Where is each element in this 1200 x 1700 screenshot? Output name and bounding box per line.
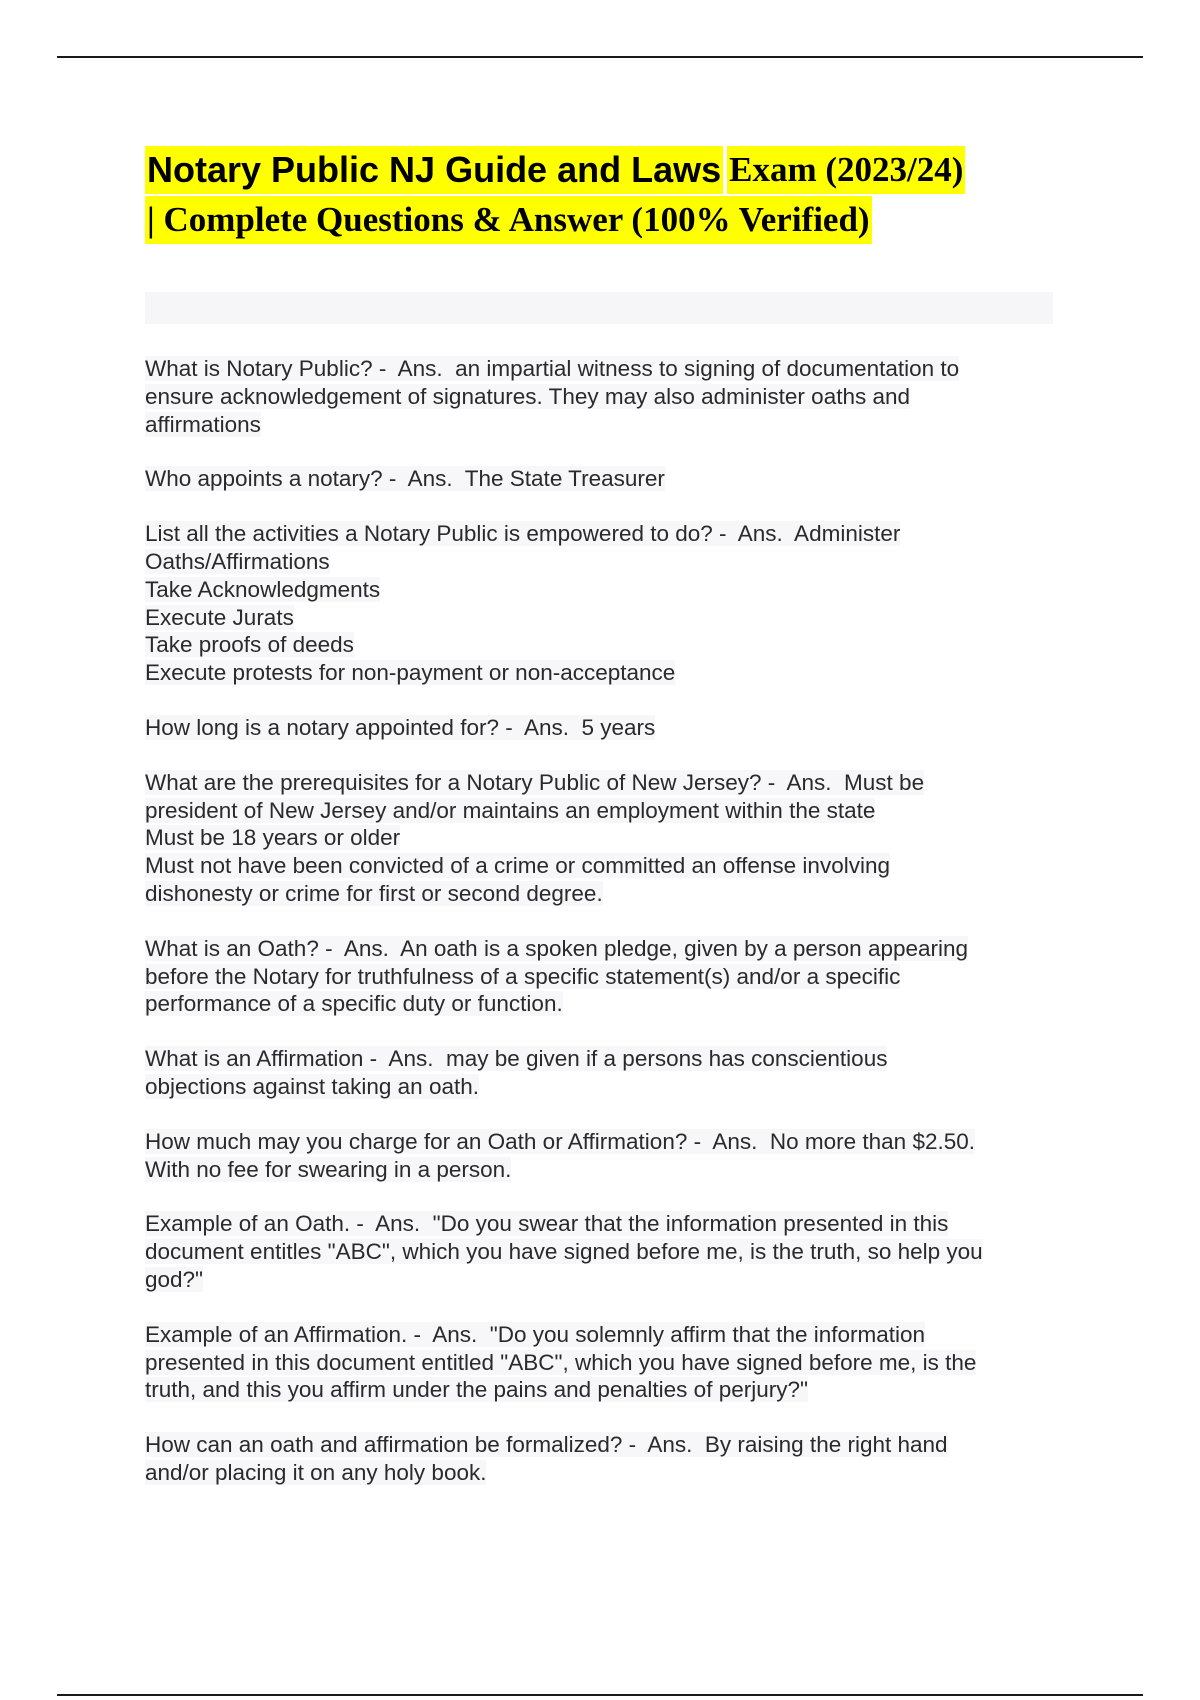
qa-line-text: What is an Oath? - Ans. An oath is a spoken pledge, given by a person appearing — [145, 935, 969, 961]
qa-line — [145, 411, 1065, 439]
qa-line-text: presented in this document entitled "ABC", which you have signed before me, is the — [145, 1349, 977, 1375]
qa-line-text: Execute protests for non-payment or non-acceptance — [145, 660, 676, 686]
qa-item — [145, 769, 1065, 908]
qa-line — [145, 1376, 1065, 1404]
qa-line-text: god?" — [145, 1266, 204, 1292]
qa-line-text: How much may you charge for an Oath or Affirmation? - Ans. No more than $2.50. — [145, 1128, 975, 1154]
qa-line — [145, 1266, 1065, 1294]
qa-line — [145, 852, 1065, 880]
qa-line-text: How long is a notary appointed for? - Ans. 5 years — [145, 714, 656, 740]
qa-line — [145, 383, 1065, 411]
qa-line — [145, 631, 1065, 659]
qa-line — [145, 604, 1065, 632]
qa-line-text: performance of a specific duty or function. — [145, 991, 563, 1017]
qa-line — [145, 824, 1065, 852]
qa-line-text: How can an oath and affirmation be formalized? - Ans. By raising the right hand — [145, 1432, 948, 1458]
qa-line-text: truth, and this you affirm under the pains and penalties of perjury?" — [145, 1377, 808, 1403]
qa-line — [145, 1210, 1065, 1238]
qa-line-text: Must not have been convicted of a crime or committed an offense involving — [145, 853, 890, 879]
qa-line — [145, 355, 1065, 383]
qa-line-text: dishonesty or crime for first or second degree. — [145, 880, 603, 906]
qa-item — [145, 465, 1065, 493]
bottom-rule — [57, 1694, 1143, 1696]
qa-line-text: What are the prerequisites for a Notary Public of New Jersey? - Ans. Must be — [145, 769, 925, 795]
qa-line — [145, 465, 1065, 493]
title-subtitle: | Complete Questions & Answer (100% Verified) — [145, 196, 872, 244]
qa-item — [145, 1045, 1065, 1101]
qa-line-text: Take Acknowledgments — [145, 576, 381, 602]
qa-line — [145, 576, 1065, 604]
qa-item — [145, 1210, 1065, 1293]
qa-line — [145, 1156, 1065, 1184]
qa-line-text: Example of an Affirmation. - Ans. "Do you solemnly affirm that the information — [145, 1321, 926, 1347]
qa-line — [145, 769, 1065, 797]
qa-line-text: affirmations — [145, 411, 261, 437]
qa-line — [145, 1459, 1065, 1487]
qa-line-text: With no fee for swearing in a person. — [145, 1156, 512, 1182]
qa-line — [145, 1349, 1065, 1377]
qa-line — [145, 714, 1065, 742]
qa-line-text: Take proofs of deeds — [145, 632, 354, 658]
qa-line — [145, 935, 1065, 963]
qa-item — [145, 714, 1065, 742]
qa-line-text: What is Notary Public? - Ans. an impartial witness to signing of documentation to — [145, 356, 960, 381]
qa-line — [145, 1321, 1065, 1349]
qa-line — [145, 880, 1065, 908]
blank-separator — [145, 292, 1053, 324]
qa-line-text: objections against taking an oath. — [145, 1073, 479, 1099]
top-rule — [57, 56, 1143, 58]
qa-line — [145, 1431, 1065, 1459]
qa-line — [145, 797, 1065, 825]
document-title — [145, 146, 1065, 244]
qa-line-text: Oaths/Affirmations — [145, 548, 330, 574]
qa-item — [145, 520, 1065, 687]
qa-item — [145, 1431, 1065, 1487]
qa-line-text: Example of an Oath. - Ans. "Do you swear that the information presented in this — [145, 1211, 949, 1237]
title-main: Notary Public NJ Guide and Laws — [145, 146, 723, 194]
qa-line — [145, 990, 1065, 1018]
qa-item — [145, 935, 1065, 1018]
qa-line — [145, 1128, 1065, 1156]
qa-list — [145, 355, 1065, 1514]
qa-line-text: document entitles "ABC", which you have signed before me, is the truth, so help you — [145, 1239, 983, 1265]
qa-line-text: List all the activities a Notary Public is empowered to do? - Ans. Administer — [145, 521, 901, 547]
title-line-2 — [145, 196, 1065, 244]
qa-line-text: and/or placing it on any holy book. — [145, 1459, 487, 1485]
qa-line — [145, 963, 1065, 991]
qa-line — [145, 1045, 1065, 1073]
qa-line — [145, 1073, 1065, 1101]
qa-line — [145, 520, 1065, 548]
title-exam-year: Exam (2023/24) — [727, 146, 965, 194]
qa-item — [145, 355, 1065, 438]
qa-line — [145, 548, 1065, 576]
qa-item — [145, 1128, 1065, 1184]
qa-line — [145, 1238, 1065, 1266]
qa-line-text: before the Notary for truthfulness of a specific statement(s) and/or a specific — [145, 963, 901, 989]
qa-line-text: Must be 18 years or older — [145, 825, 401, 851]
qa-line-text: Execute Jurats — [145, 604, 294, 630]
qa-line-text: president of New Jersey and/or maintains an employment within the state — [145, 797, 876, 823]
qa-line-text: What is an Affirmation - Ans. may be given if a persons has conscientious — [145, 1046, 888, 1072]
qa-line-text: Who appoints a notary? - Ans. The State Treasurer — [145, 466, 665, 492]
title-line-1 — [145, 146, 1065, 194]
qa-line-text: ensure acknowledgement of signatures. They may also administer oaths and — [145, 383, 911, 409]
qa-line — [145, 659, 1065, 687]
qa-item — [145, 1321, 1065, 1404]
